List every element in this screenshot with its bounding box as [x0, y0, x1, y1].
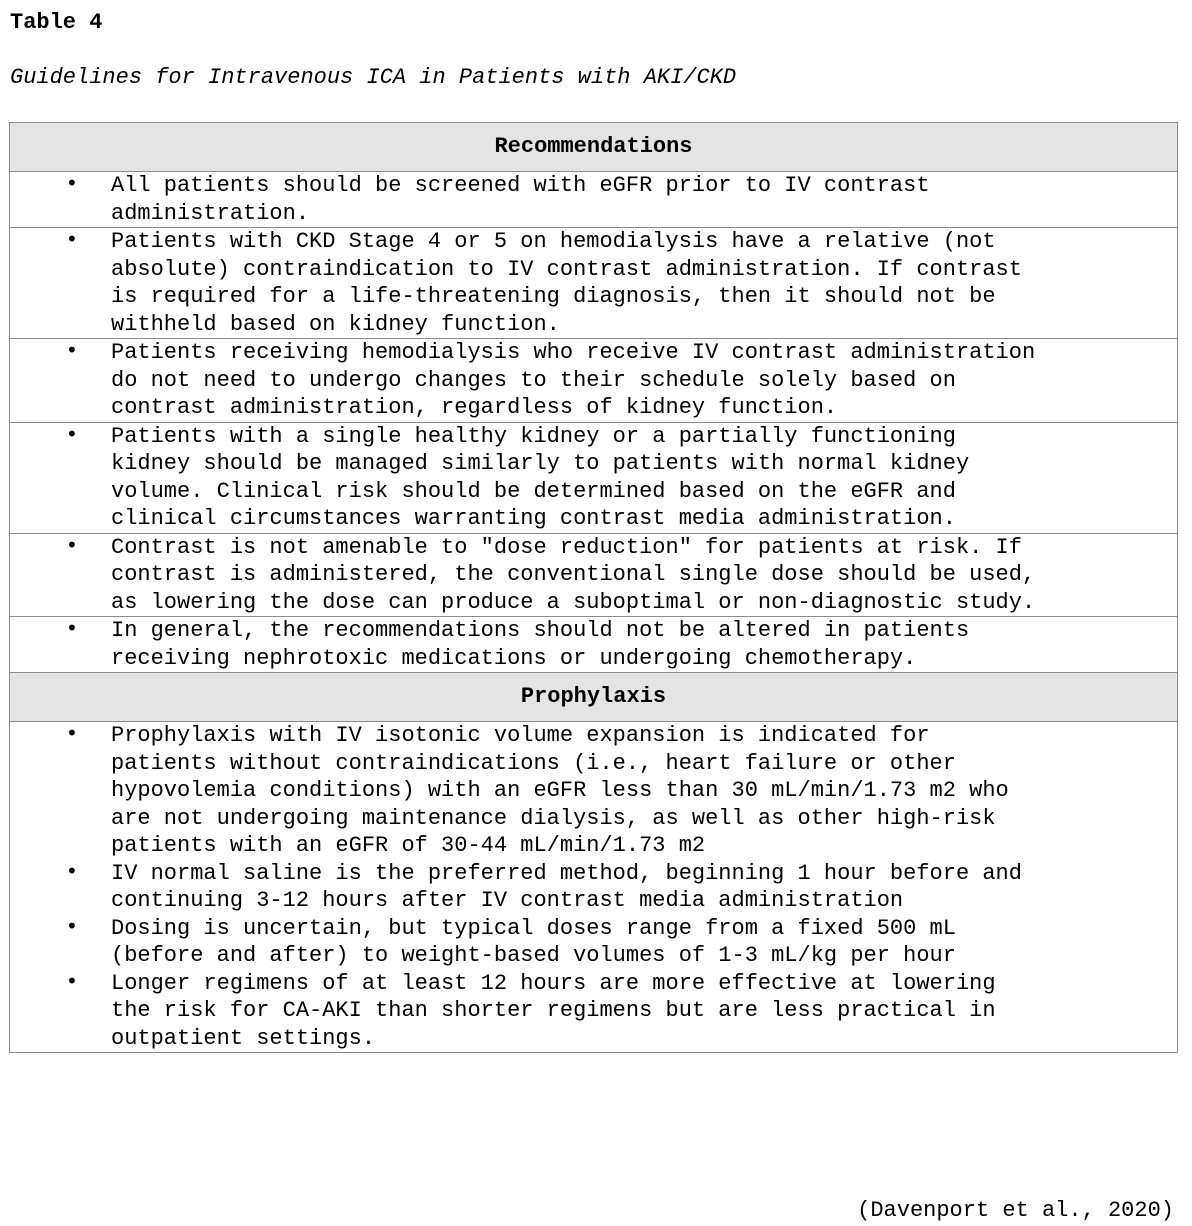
bullet-item: • IV normal saline is the preferred method, beginning 1 hour before and continuing 3-12 hours after IV contrast media administration	[10, 860, 1177, 915]
section-header-label: Recommendations	[10, 123, 1178, 172]
table-number: Table 4	[10, 10, 103, 35]
bullet-list	[10, 534, 1177, 617]
bullet-item: • Contrast is not amenable to "dose reduction" for patients at risk. If contrast is administered, the conventional single dose should be used, as lowering the dose can produce a suboptimal or non-diagnostic study.	[10, 534, 1177, 617]
bullet-item: • Longer regimens of at least 12 hours are more effective at lowering the risk for CA-AKI than shorter regimens but are less practical in outpatient settings.	[10, 970, 1177, 1053]
guidelines-table	[9, 122, 1178, 1053]
section-header-label: Prophylaxis	[10, 673, 1178, 722]
table-row	[10, 339, 1178, 423]
bullet-list	[10, 617, 1177, 672]
section-header-recommendations	[10, 123, 1178, 172]
table-row	[10, 617, 1178, 673]
table-caption: Guidelines for Intravenous ICA in Patients with AKI/CKD	[10, 65, 737, 90]
bullet-list	[10, 172, 1177, 227]
table-row	[10, 533, 1178, 617]
bullet-item: • Patients receiving hemodialysis who receive IV contrast administration do not need to undergo changes to their schedule solely based on contrast administration, regardless of kidney function.	[10, 339, 1177, 422]
bullet-item: • In general, the recommendations should not be altered in patients receiving nephrotoxic medications or undergoing chemotherapy.	[10, 617, 1177, 672]
bullet-item: • Prophylaxis with IV isotonic volume expansion is indicated for patients without contraindications (i.e., heart failure or other hypovolemia conditions) with an eGFR less than 30 mL/min/1.73 m2 who are not undergoing maintenance dialysis, as well as other high-risk patients with an eGFR of 30-44 mL/min/1.73 m2	[10, 722, 1177, 860]
citation: (Davenport et al., 2020)	[857, 1198, 1174, 1223]
bullet-item: • Dosing is uncertain, but typical doses range from a fixed 500 mL (before and after) to weight-based volumes of 1-3 mL/kg per hour	[10, 915, 1177, 970]
bullet-list	[10, 722, 1177, 1052]
bullet-item: • All patients should be screened with eGFR prior to IV contrast administration.	[10, 172, 1177, 227]
bullet-item: • Patients with CKD Stage 4 or 5 on hemodialysis have a relative (not absolute) contraindication to IV contrast administration. If contrast is required for a life-threatening diagnosis, then it should not be withheld based on kidney function.	[10, 228, 1177, 338]
table-row	[10, 228, 1178, 339]
bullet-list	[10, 423, 1177, 533]
bullet-list	[10, 228, 1177, 338]
bullet-list	[10, 339, 1177, 422]
bullet-item: • Patients with a single healthy kidney or a partially functioning kidney should be managed similarly to patients with normal kidney volume. Clinical risk should be determined based on the eGFR and clinical circumstances warranting contrast media administration.	[10, 423, 1177, 533]
table-row	[10, 422, 1178, 533]
table-row	[10, 172, 1178, 228]
section-header-prophylaxis	[10, 673, 1178, 722]
table-row	[10, 722, 1178, 1053]
